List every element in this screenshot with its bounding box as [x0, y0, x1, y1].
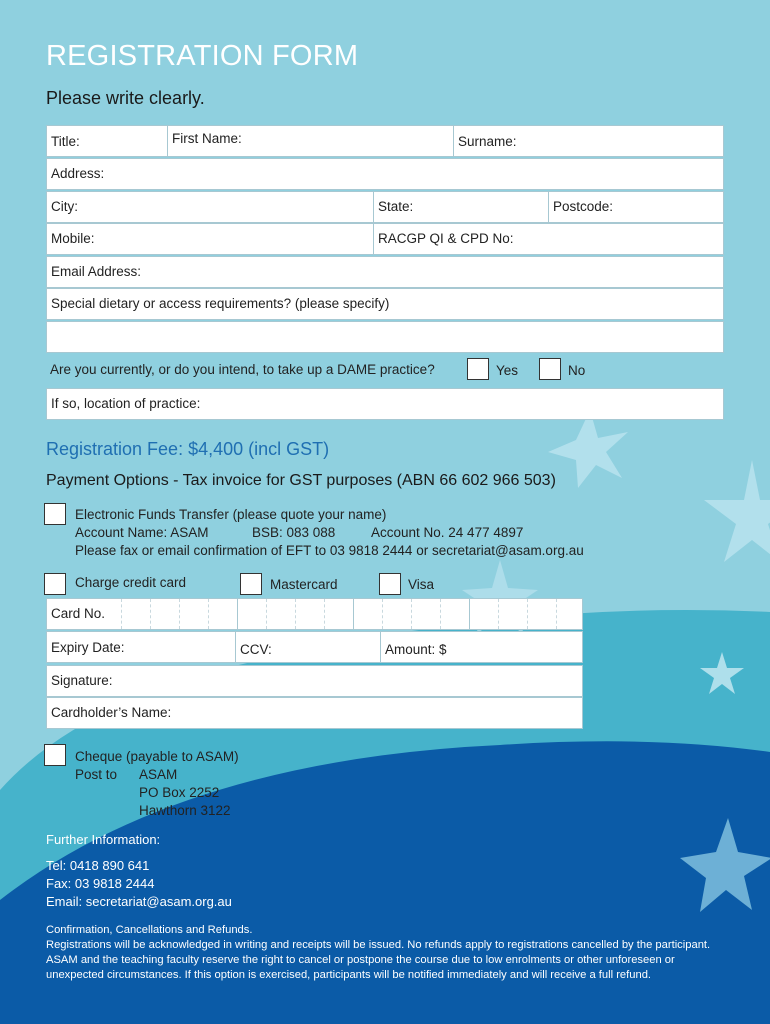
dame-no-label: No	[568, 363, 586, 378]
email-label: Email Address:	[51, 264, 142, 279]
card-group-divider	[237, 599, 238, 629]
dame-yes-label: Yes	[496, 363, 519, 378]
card-number-field[interactable]	[46, 598, 583, 630]
card-digit-divider	[324, 599, 325, 629]
expiry-date-label: Expiry Date:	[51, 640, 125, 655]
dame-no-checkbox[interactable]	[539, 358, 561, 380]
surname-field[interactable]	[453, 125, 724, 157]
signature-field[interactable]	[46, 665, 583, 697]
first-name-label: First Name:	[172, 131, 242, 146]
eft-label: Electronic Funds Transfer (please quote your name)	[75, 507, 387, 522]
card-digit-divider	[179, 599, 180, 629]
card-digit-divider	[150, 599, 151, 629]
special-requirements-input[interactable]	[46, 321, 724, 353]
eft-checkbox[interactable]	[44, 503, 66, 525]
card-group-divider	[469, 599, 470, 629]
cheque-checkbox[interactable]	[44, 744, 66, 766]
practice-location-field[interactable]	[46, 388, 724, 420]
info-tel: Tel: 0418 890 641	[46, 858, 150, 873]
racgp-label: RACGP QI & CPD No:	[378, 231, 514, 246]
terms-heading: Confirmation, Cancellations and Refunds.	[46, 924, 253, 936]
dame-yes-checkbox[interactable]	[467, 358, 489, 380]
registration-fee: Registration Fee: $4,400 (incl GST)	[46, 439, 330, 459]
city-field[interactable]	[46, 191, 374, 223]
expiry-date-field[interactable]	[46, 631, 236, 663]
mobile-field[interactable]	[46, 223, 374, 255]
eft-account-name: Account Name: ASAM	[75, 525, 209, 540]
first-name-field[interactable]	[167, 125, 454, 157]
title-label: Title:	[51, 134, 80, 149]
postcode-field[interactable]	[548, 191, 724, 223]
eft-bsb: BSB: 083 088	[252, 525, 336, 540]
surname-label: Surname:	[458, 134, 517, 149]
credit-card-checkbox[interactable]	[44, 573, 66, 595]
post-to-label: Post to	[75, 767, 118, 782]
card-digit-divider	[440, 599, 441, 629]
ccv-label: CCV:	[240, 642, 272, 657]
special-requirements-label: Special dietary or access requirements? (please specify)	[51, 296, 390, 311]
visa-label: Visa	[408, 577, 435, 592]
card-digit-divider	[295, 599, 296, 629]
credit-card-label: Charge credit card	[75, 575, 187, 590]
cardholder-name-label: Cardholder’s Name:	[51, 705, 172, 720]
card-digit-divider	[266, 599, 267, 629]
card-digit-divider	[382, 599, 383, 629]
info-fax: Fax: 03 9818 2444	[46, 876, 155, 891]
payment-options-heading: Payment Options - Tax invoice for GST purposes (ABN 66 602 966 503)	[46, 472, 556, 489]
amount-label: Amount: $	[385, 642, 447, 657]
dame-question: Are you currently, or do you intend, to take up a DAME practice?	[50, 362, 435, 377]
card-digit-divider	[556, 599, 557, 629]
mobile-label: Mobile:	[51, 231, 95, 246]
cheque-label: Cheque (payable to ASAM)	[75, 749, 239, 764]
ccv-field[interactable]	[235, 631, 381, 663]
postal-address-line2: PO Box 2252	[139, 785, 220, 800]
mastercard-checkbox[interactable]	[240, 573, 262, 595]
card-digit-divider	[498, 599, 499, 629]
form-subtitle: Please write clearly.	[46, 88, 205, 108]
postal-address-line3: Hawthorn 3122	[139, 803, 231, 818]
address-label: Address:	[51, 166, 105, 181]
eft-confirmation-note: Please fax or email confirmation of EFT to 03 9818 2444 or secretariat@asam.org.au	[75, 543, 584, 558]
postcode-label: Postcode:	[553, 199, 614, 214]
card-number-label: Card No.	[51, 606, 106, 621]
title-field[interactable]	[46, 125, 168, 157]
card-digit-divider	[208, 599, 209, 629]
special-requirements-field[interactable]	[46, 288, 724, 320]
visa-checkbox[interactable]	[379, 573, 401, 595]
signature-label: Signature:	[51, 673, 113, 688]
email-field[interactable]	[46, 256, 724, 288]
city-label: City:	[51, 199, 78, 214]
terms-body: Registrations will be acknowledged in writing and receipts will be issued. No refunds apply to registrations cancelled by the participant. ASAM and the teaching faculty reserve the right to cancel or postpone the course due to low enrolments or other unforeseen or unexpected circumstances. If this option is exercised, participants will be notified immediately and will receive a full refund.	[46, 939, 711, 981]
form-title: REGISTRATION FORM	[46, 40, 359, 72]
card-digit-divider	[121, 599, 122, 629]
cardholder-name-field[interactable]	[46, 697, 583, 729]
amount-field[interactable]	[380, 631, 583, 663]
state-field[interactable]	[373, 191, 549, 223]
info-email: Email: secretariat@asam.org.au	[46, 894, 232, 909]
card-digit-divider	[527, 599, 528, 629]
eft-account-no: Account No. 24 477 4897	[371, 525, 524, 540]
address-field[interactable]	[46, 158, 724, 190]
state-label: State:	[378, 199, 414, 214]
practice-location-label: If so, location of practice:	[51, 396, 201, 411]
postal-address-line1: ASAM	[139, 767, 178, 782]
card-digit-divider	[411, 599, 412, 629]
star-shape	[704, 460, 770, 562]
star-shape	[548, 410, 628, 488]
racgp-field[interactable]	[373, 223, 724, 255]
mastercard-label: Mastercard	[270, 577, 338, 592]
card-group-divider	[353, 599, 354, 629]
further-info-heading: Further Information:	[46, 832, 161, 847]
